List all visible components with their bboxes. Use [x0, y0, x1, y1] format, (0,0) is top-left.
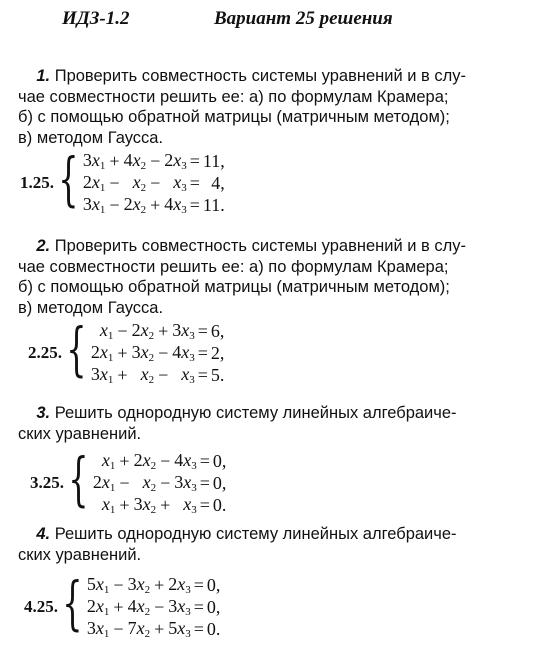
operator-cell: [115, 450, 133, 472]
task-4-text: [18, 524, 523, 565]
rhs-value: 4,: [211, 172, 225, 193]
coefficient: 3: [174, 472, 184, 492]
rhs-value: 11,: [202, 150, 225, 171]
coefficient: 3: [172, 320, 182, 340]
term-x1: $3x_1$: [90, 364, 114, 386]
rhs-cell: [213, 472, 227, 494]
operator-cell: [156, 472, 174, 494]
coefficient: 3: [131, 342, 141, 362]
equation-row: [87, 618, 220, 640]
term-x2: $4x_2$: [123, 150, 147, 172]
coefficient: 2: [133, 450, 143, 470]
equals-sign: =: [189, 194, 200, 215]
brace-icon: {: [62, 569, 83, 637]
coefficient: 2: [164, 150, 174, 170]
equation-row: [83, 172, 225, 194]
operator: +: [109, 150, 120, 171]
equals-sign: =: [193, 574, 204, 595]
term-x3: $4x_3$: [174, 450, 197, 472]
term-x3: $4x_3$: [164, 194, 187, 216]
operator-cell: [115, 494, 133, 516]
operator-cell: [105, 172, 123, 194]
task-line: 4. Решить однородную систему линейных алгебраиче-: [36, 525, 457, 543]
term-x1: $2x_1$: [86, 596, 110, 618]
coefficient: 4: [123, 150, 133, 170]
rhs-value: 6,: [210, 320, 225, 341]
equals-sign: =: [197, 342, 208, 363]
term-x3: $2x_3$: [168, 574, 191, 596]
coefficient: 3: [90, 364, 100, 384]
system-label: 4.25.: [24, 597, 58, 616]
operator: +: [154, 574, 165, 595]
system-label: 3.25.: [30, 473, 64, 492]
term-x2: $7x_2$: [127, 618, 151, 640]
equation-row: [91, 342, 224, 364]
task-3-text: [18, 403, 523, 444]
equals-sign: =: [193, 618, 204, 639]
rhs-value: 0.: [206, 618, 221, 639]
term-x2: $3x_2$: [133, 494, 157, 516]
term-x1: $x_1$: [101, 494, 116, 516]
operator: −: [150, 172, 161, 193]
equation-row: [83, 150, 225, 172]
coefficient: 2: [123, 194, 133, 214]
term-x1: $3x_1$: [82, 150, 106, 172]
term-x1: $2x_1$: [82, 172, 106, 194]
term-x1: $3x_1$: [82, 194, 106, 216]
operator: −: [154, 596, 165, 617]
equation-row: [91, 320, 224, 342]
term-x2: $3x_2$: [127, 574, 151, 596]
term-x3: $3x_3$: [174, 472, 197, 494]
operator: +: [117, 364, 128, 385]
term-x2: $2x_2$: [131, 320, 155, 342]
term-x3: $x_3$: [181, 364, 195, 386]
task-number: 2.: [36, 237, 51, 255]
operator: −: [160, 450, 171, 471]
term-x1: $2x_1$: [90, 342, 114, 364]
coefficient: 2: [168, 574, 178, 594]
term-x3: $3x_3$: [168, 596, 191, 618]
term-x2: $x_2$: [140, 364, 155, 386]
term-x3: $x_3$: [173, 172, 187, 194]
operator: +: [150, 194, 161, 215]
coefficient: 7: [127, 618, 137, 638]
task-line: б) с помощью обратной матрицы (матричным методом);: [18, 108, 450, 126]
rhs-cell: [211, 342, 225, 364]
task-line: б) с помощью обратной матрицы (матричным методом);: [18, 278, 450, 296]
rhs-value: 11.: [202, 194, 225, 215]
equation-table: [87, 574, 220, 640]
coefficient: 2: [131, 320, 141, 340]
operator: +: [158, 320, 169, 341]
coefficient: 2: [92, 472, 102, 492]
coefficient: 3: [168, 596, 178, 616]
coefficient: 4: [127, 596, 137, 616]
rhs-cell: [213, 494, 227, 516]
rhs-value: 0.: [212, 494, 227, 515]
term-x3: $5x_3$: [168, 618, 191, 640]
operator-cell: [109, 574, 127, 596]
rhs-value: 0,: [206, 596, 221, 617]
operator-cell: [113, 342, 131, 364]
task-line: в) методом Гаусса.: [18, 298, 164, 317]
equals-sign: =: [189, 172, 200, 193]
task-line: ских уравнений.: [18, 424, 142, 443]
term-x3: $4x_3$: [172, 342, 195, 364]
coefficient: 4: [164, 194, 174, 214]
rhs-cell: [207, 618, 221, 640]
rhs-cell: [203, 172, 225, 194]
operator-cell: [105, 194, 123, 216]
coefficient: 3: [133, 494, 143, 514]
operator-cell: [113, 320, 131, 342]
term-x1: $2x_1$: [92, 472, 116, 494]
coefficient: 3: [82, 150, 92, 170]
system-2-25: [28, 315, 225, 386]
equation-row: [93, 450, 226, 472]
equation-row: [87, 596, 220, 618]
assignment-code: ИДЗ-1.2: [62, 8, 130, 29]
equation-row: [91, 364, 224, 386]
operator: +: [154, 618, 165, 639]
equation-row: [93, 472, 226, 494]
task-2-text: [18, 236, 523, 318]
operator-cell: [109, 618, 127, 640]
rhs-value: 0,: [212, 450, 227, 471]
equation-row: [93, 494, 226, 516]
coefficient: 5: [86, 574, 96, 594]
task-number: 1.: [36, 67, 51, 85]
rhs-cell: [211, 320, 225, 342]
equals-sign: =: [197, 364, 208, 385]
operator-cell: [115, 472, 133, 494]
system-1-25: [20, 145, 225, 216]
operator: −: [113, 618, 124, 639]
operator-cell: [146, 194, 164, 216]
coefficient: 2: [82, 172, 92, 192]
variant-title: Вариант 25 решения: [214, 8, 393, 29]
rhs-value: 0,: [212, 472, 227, 493]
task-line: ских уравнений.: [18, 545, 142, 564]
equation-table: [83, 150, 225, 216]
rhs-cell: [203, 150, 225, 172]
task-line: чае совместности решить ее: а) по формулам Крамера;: [18, 87, 449, 106]
term-x2: $4x_2$: [127, 596, 151, 618]
operator-cell: [150, 596, 168, 618]
operator-cell: [154, 320, 172, 342]
equals-sign: =: [197, 320, 208, 341]
equation-table: [91, 320, 224, 386]
operator-cell: [146, 172, 164, 194]
brace-icon: {: [58, 145, 79, 213]
operator-cell: [156, 450, 174, 472]
equals-sign: =: [199, 472, 210, 493]
coefficient: 5: [168, 618, 178, 638]
operator: −: [113, 574, 124, 595]
equals-sign: =: [193, 596, 204, 617]
rhs-cell: [211, 364, 225, 386]
coefficient: 3: [86, 618, 96, 638]
term-x2: $2x_2$: [123, 194, 147, 216]
term-x3: $3x_3$: [172, 320, 195, 342]
term-x2: $3x_2$: [131, 342, 155, 364]
rhs-value: 5.: [210, 364, 225, 385]
task-number: 4.: [36, 525, 51, 543]
coefficient: 4: [174, 450, 184, 470]
task-number: 3.: [36, 404, 51, 422]
operator: +: [119, 494, 130, 515]
document-header: [0, 8, 538, 36]
operator-cell: [154, 364, 172, 386]
operator: −: [158, 364, 169, 385]
term-x3: $x_3$: [183, 494, 197, 516]
operator-cell: [154, 342, 172, 364]
operator-cell: [113, 364, 131, 386]
system-3-25: [30, 445, 227, 516]
operator-cell: [105, 150, 123, 172]
task-1-text: [18, 66, 523, 148]
term-x1: $5x_1$: [86, 574, 110, 596]
equation-row: [87, 574, 220, 596]
task-line: 1. Проверить совместность системы уравнений и в слу-: [36, 67, 467, 85]
term-x2: $2x_2$: [133, 450, 157, 472]
task-line: чае совместности решить ее: а) по формулам Крамера;: [18, 257, 449, 276]
rhs-cell: [207, 574, 221, 596]
operator: −: [160, 472, 171, 493]
brace-icon: {: [68, 445, 89, 513]
operator: −: [150, 150, 161, 171]
rhs-value: 2,: [210, 342, 225, 363]
system-4-25: [24, 569, 221, 640]
operator-cell: [156, 494, 174, 516]
term-x1: $x_1$: [101, 450, 116, 472]
brace-icon: {: [66, 315, 87, 383]
task-line: 3. Решить однородную систему линейных алгебраиче-: [36, 404, 457, 422]
rhs-cell: [203, 194, 225, 216]
rhs-cell: [207, 596, 221, 618]
operator-cell: [146, 150, 164, 172]
term-x2: $x_2$: [132, 172, 147, 194]
term-x3: $2x_3$: [164, 150, 187, 172]
rhs-value: 0,: [206, 574, 221, 595]
operator-cell: [150, 618, 168, 640]
coefficient: 4: [172, 342, 182, 362]
operator: −: [109, 172, 120, 193]
operator: +: [113, 596, 124, 617]
coefficient: 2: [90, 342, 100, 362]
operator: −: [119, 472, 130, 493]
operator: −: [117, 320, 128, 341]
equals-sign: =: [199, 494, 210, 515]
equals-sign: =: [199, 450, 210, 471]
term-x1: $x_1$: [99, 320, 114, 342]
system-label: 2.25.: [28, 343, 62, 362]
operator: +: [160, 494, 171, 515]
equals-sign: =: [189, 150, 200, 171]
equation-table: [93, 450, 226, 516]
operator: −: [109, 194, 120, 215]
coefficient: 3: [82, 194, 92, 214]
operator-cell: [150, 574, 168, 596]
coefficient: 2: [86, 596, 96, 616]
operator-cell: [109, 596, 127, 618]
equation-row: [83, 194, 225, 216]
system-label: 1.25.: [20, 173, 54, 192]
operator: −: [158, 342, 169, 363]
rhs-cell: [213, 450, 227, 472]
operator: +: [119, 450, 130, 471]
term-x1: $3x_1$: [86, 618, 110, 640]
task-line: в) методом Гаусса.: [18, 128, 164, 147]
term-x2: $x_2$: [142, 472, 157, 494]
coefficient: 3: [127, 574, 137, 594]
task-line: 2. Проверить совместность системы уравнений и в слу-: [36, 237, 467, 255]
operator: +: [117, 342, 128, 363]
